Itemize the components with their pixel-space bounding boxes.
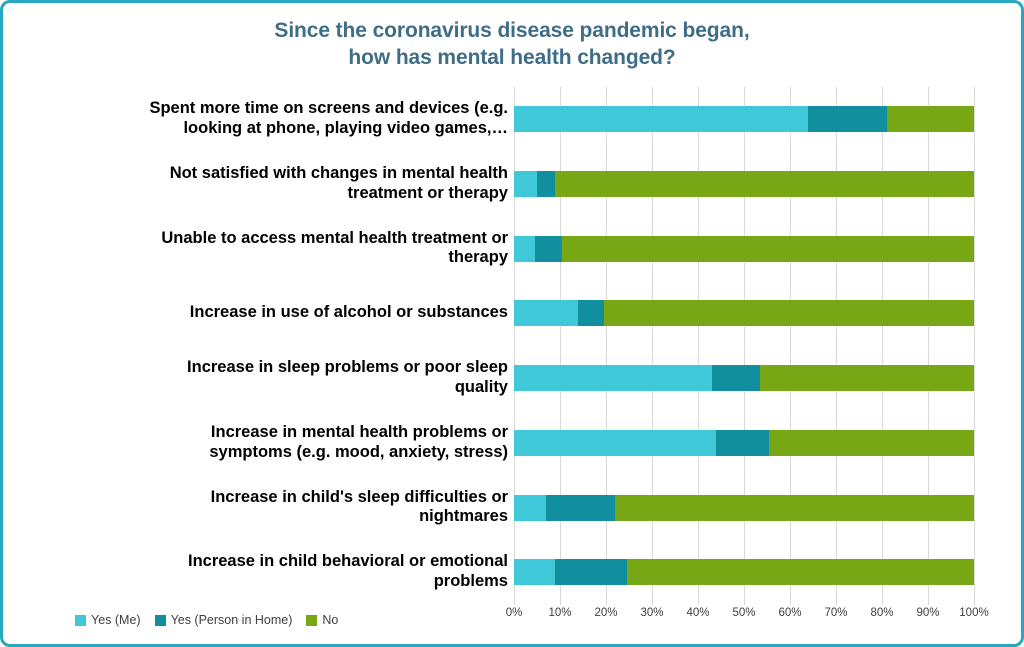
- category-label: [13, 99, 508, 139]
- chart-row: [3, 411, 1024, 476]
- x-tick-label: 100%: [959, 607, 989, 619]
- category-label-line: Increase in child's sleep difficulties or: [210, 487, 508, 506]
- category-label-line: looking at phone, playing video games,…: [183, 118, 508, 137]
- x-tick-label: 90%: [916, 607, 940, 619]
- legend-label: Yes (Person in Home): [170, 613, 293, 627]
- category-label: [13, 423, 508, 463]
- bar-segment-me: [514, 365, 712, 391]
- bar-segment-no: [887, 106, 974, 132]
- stacked-bar: [514, 106, 974, 132]
- bar-segment-no: [604, 300, 974, 326]
- chart-row: [3, 540, 1024, 605]
- bar-segment-home: [808, 106, 886, 132]
- category-label: [13, 552, 508, 592]
- chart-row: [3, 476, 1024, 541]
- chart-row: [3, 217, 1024, 282]
- category-label-line: Increase in use of alcohol or substances: [189, 303, 508, 322]
- bar-segment-me: [514, 495, 546, 521]
- x-axis: [505, 607, 989, 625]
- bar-segment-no: [555, 171, 974, 197]
- legend-item[interactable]: [75, 613, 141, 627]
- bar-segment-home: [535, 236, 563, 262]
- chart-row: [3, 152, 1024, 217]
- category-label-line: Spent more time on screens and devices (e.g.: [149, 99, 508, 117]
- chart-title-line-1: Since the coronavirus disease pandemic began,: [274, 19, 750, 42]
- bar-segment-no: [562, 236, 974, 262]
- bar-segment-home: [546, 495, 615, 521]
- category-label-line: therapy: [448, 248, 508, 267]
- bar-segment-me: [514, 559, 555, 585]
- chart-row: [3, 346, 1024, 411]
- x-tick-label: 70%: [824, 607, 848, 619]
- x-tick-label: 20%: [594, 607, 618, 619]
- legend-swatch: [155, 615, 166, 626]
- bar-segment-no: [615, 495, 974, 521]
- bar-segment-home: [537, 171, 555, 197]
- category-label-line: symptoms (e.g. mood, anxiety, stress): [209, 442, 508, 461]
- bar-segment-no: [627, 559, 974, 585]
- bar-segment-no: [760, 365, 974, 391]
- legend: [75, 613, 338, 627]
- chart-row: [3, 87, 1024, 152]
- chart-row: [3, 281, 1024, 346]
- category-label: [13, 164, 508, 204]
- category-label-line: Not satisfied with changes in mental health: [169, 163, 508, 182]
- stacked-bar: [514, 365, 974, 391]
- category-label-line: Increase in sleep problems or poor sleep: [187, 358, 508, 376]
- bar-segment-me: [514, 300, 578, 326]
- category-label: [13, 303, 508, 323]
- category-label: [13, 488, 508, 528]
- bar-segment-me: [514, 171, 537, 197]
- legend-swatch: [306, 615, 317, 626]
- x-tick-label: 60%: [778, 607, 802, 619]
- x-tick-label: 30%: [640, 607, 664, 619]
- bar-segment-home: [578, 300, 603, 326]
- x-tick-label: 40%: [686, 607, 710, 619]
- legend-swatch: [75, 615, 86, 626]
- category-label-line: Increase in child behavioral or emotional: [187, 552, 508, 571]
- chart-title-line-2: how has mental health changed?: [348, 46, 676, 70]
- category-label: [13, 358, 508, 398]
- bar-segment-no: [769, 430, 974, 456]
- category-label-line: Unable to access mental health treatment or: [161, 228, 508, 247]
- bar-segment-me: [514, 236, 535, 262]
- bar-segment-me: [514, 106, 808, 132]
- stacked-bar: [514, 559, 974, 585]
- category-label: [13, 229, 508, 269]
- chart-title: [3, 3, 1021, 72]
- x-tick-label: 80%: [870, 607, 894, 619]
- category-label-line: quality: [454, 377, 508, 396]
- x-tick-label: 50%: [732, 607, 756, 619]
- stacked-bar: [514, 300, 974, 326]
- category-label-line: problems: [433, 572, 508, 591]
- stacked-bar: [514, 236, 974, 262]
- bar-segment-home: [712, 365, 760, 391]
- x-tick-label: 0%: [505, 607, 523, 619]
- legend-item[interactable]: [155, 613, 293, 627]
- plot-area: [3, 87, 1024, 617]
- bar-segment-home: [555, 559, 626, 585]
- legend-label: Yes (Me): [91, 613, 141, 627]
- category-label-line: nightmares: [419, 507, 508, 526]
- category-label-line: treatment or therapy: [347, 183, 508, 202]
- stacked-bar: [514, 430, 974, 456]
- stacked-bar: [514, 171, 974, 197]
- x-tick-label: 10%: [548, 607, 572, 619]
- stacked-bar: [514, 495, 974, 521]
- legend-label: No: [322, 613, 339, 627]
- bar-segment-me: [514, 430, 716, 456]
- bar-segment-home: [716, 430, 769, 456]
- category-label-line: Increase in mental health problems or: [210, 422, 508, 441]
- legend-item[interactable]: [306, 613, 338, 627]
